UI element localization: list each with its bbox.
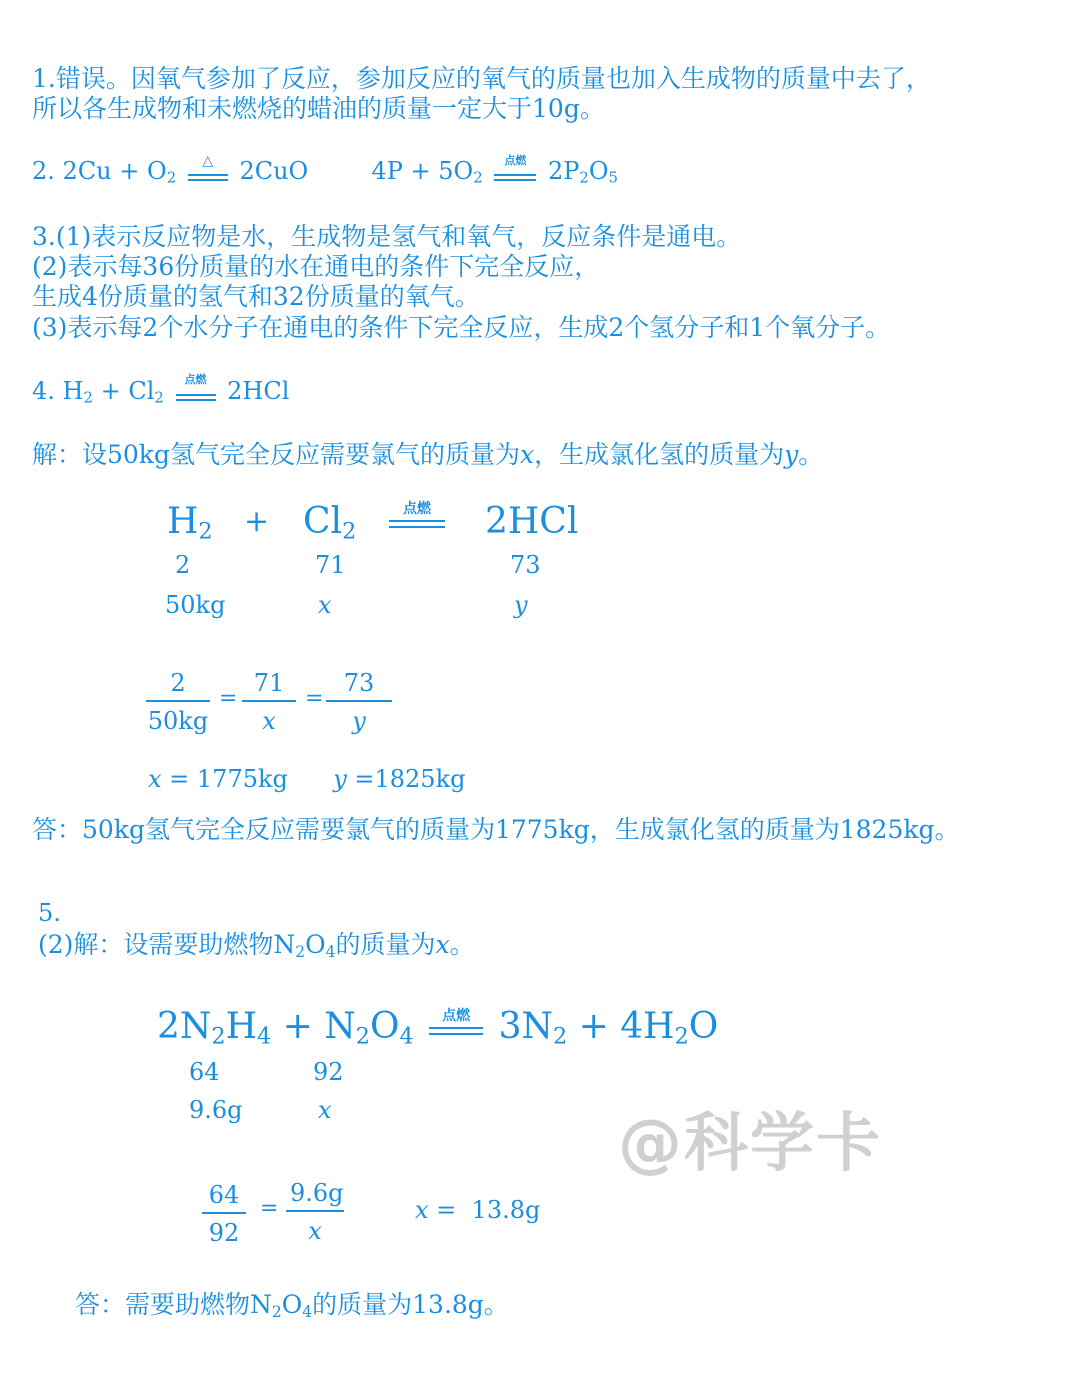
q2-equations: 2. $2Cu + O_2$ △ 2CuO $4P + 5O_2$ 点燃 $2P_2O_5$ <box>32 152 619 187</box>
fraction: $\frac{71}{x}$ <box>242 668 296 736</box>
watermark: @科学卡 <box>618 1107 882 1181</box>
fraction: $\frac{2}{50kg}$ <box>147 669 209 735</box>
equals-sign: = <box>305 686 324 711</box>
q1-line2: 所以各生成物和未燃烧的蜡油的质量一定大于10g。 <box>32 94 605 123</box>
reaction-arrow <box>494 153 536 188</box>
fraction: $\frac{9.6g}{x}$ <box>286 1178 344 1246</box>
fraction: $\frac{64}{92}$ <box>202 1180 246 1248</box>
q5-result: x = 13.8g <box>415 1196 541 1224</box>
fraction: $\frac{73}{y}$ <box>326 668 392 736</box>
q4-equation-large: $H_2$ + $Cl_2$ 点燃 2HCl <box>167 501 579 545</box>
q3-line3: 生成4份质量的氢气和32份质量的氧气。 <box>32 282 480 311</box>
q5-givens: 9.6g x <box>189 1096 332 1124</box>
q3-line4: (3)表示每2个水分子在通电的条件下完全反应，生成2个氢分子和1个氧分子。 <box>32 313 891 342</box>
q4-results: x = 1775kg y =1825kg <box>148 765 466 793</box>
q2-eq1-product: 2CuO <box>239 157 309 185</box>
q5-masses: 64 92 <box>189 1058 344 1086</box>
mass-cl2: 71 <box>315 551 346 579</box>
q4-givens: 50kg x y <box>165 591 528 619</box>
q5-answer: 答：需要助燃物$N_2O_4$的质量为13.8g。 <box>75 1290 509 1321</box>
reaction-arrow <box>389 500 445 544</box>
reaction-arrow <box>429 1007 483 1051</box>
mass-hcl: 73 <box>510 551 541 579</box>
q4-intro: 解：设50kg氢气完全反应需要氯气的质量为x，生成氯化氢的质量为y。 <box>32 440 824 469</box>
q5-number: 5. <box>38 899 61 927</box>
reaction-arrow <box>188 152 228 188</box>
equals-sign: = <box>260 1196 279 1221</box>
condition-ignite: 点燃 <box>442 1008 471 1024</box>
q2-eq1-sub: 2 <box>166 168 177 187</box>
condition-heat: △ <box>202 152 214 169</box>
q4-equation-short: 4. $H_2 + Cl_2$ 点燃 2HCl <box>32 372 290 407</box>
q5-equation-large: $2N_2H_4 + N_2O_4$ 点燃 $3N_2 + 4H_2O$ <box>157 1006 719 1050</box>
condition-ignite: 点燃 <box>184 372 207 386</box>
equals-sign: = <box>219 686 238 711</box>
q1-line1: 1.错误。因氧气参加了反应，参加反应的氧气的质量也加入生成物的质量中去了， <box>32 64 931 93</box>
q4-answer: 答：50kg氢气完全反应需要氯气的质量为1775kg，生成氯化氢的质量为1825kg。 <box>32 815 960 844</box>
q5-intro: (2)解：设需要助燃物$N_2O_4$的质量为x。 <box>38 930 475 961</box>
condition-ignite: 点燃 <box>504 153 527 167</box>
mass-h2: 2 <box>175 551 191 579</box>
q3-line2: (2)表示每36份质量的水在通电的条件下完全反应， <box>32 252 600 281</box>
reaction-arrow <box>176 372 216 408</box>
q2-eq2-reactants: 4P + 5O <box>371 157 474 185</box>
q4-number: 4. <box>32 377 55 405</box>
condition-ignite: 点燃 <box>403 501 431 517</box>
q4-masses <box>0 550 700 580</box>
q2-number: 2. <box>32 157 55 185</box>
q3-line1: 3.(1)表示反应物是水，生成物是氢气和氧气，反应条件是通电。 <box>32 222 742 251</box>
q2-eq1-reactants: 2Cu + O <box>62 157 167 185</box>
